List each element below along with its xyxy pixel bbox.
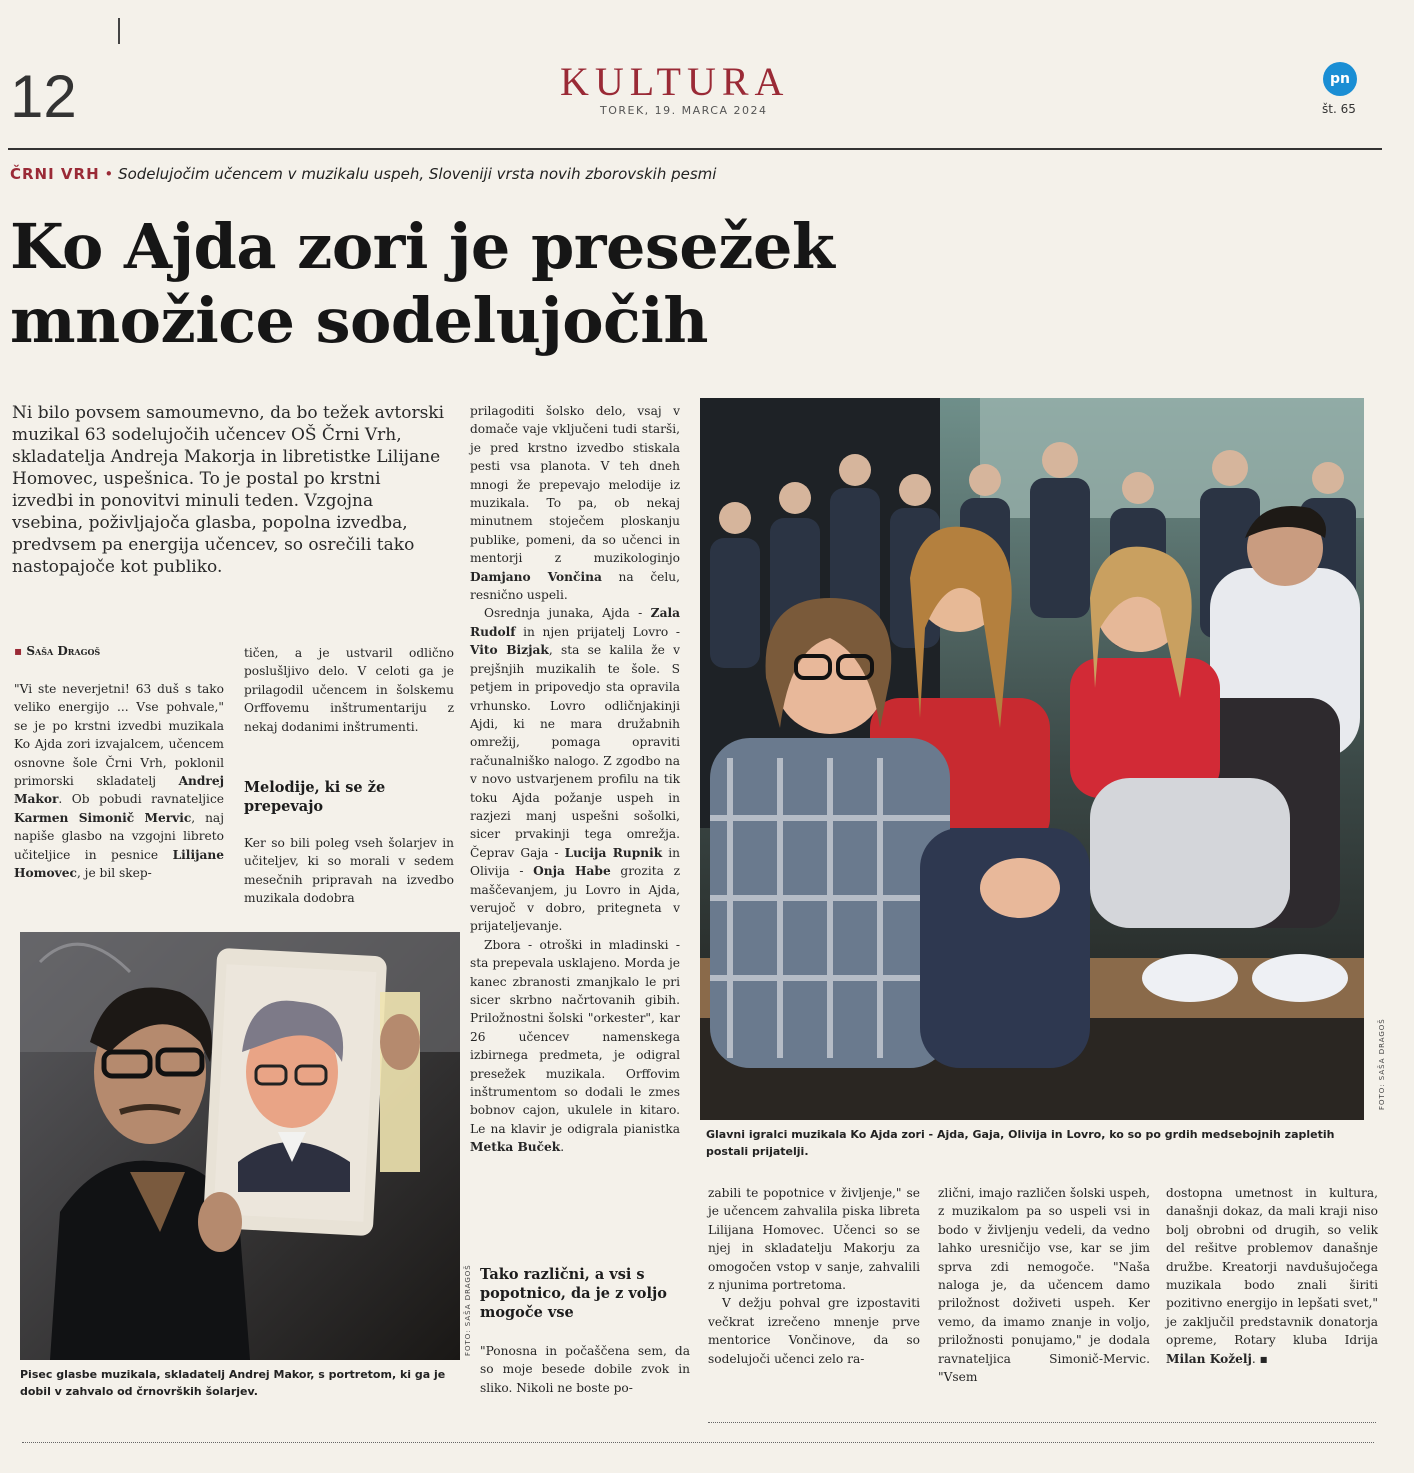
kicker xyxy=(10,165,716,183)
person-name: Lucija Rupnik xyxy=(564,845,663,860)
subheading-1: Melodije, ki se že prepevajo xyxy=(244,779,386,815)
issue-number: št. 65 xyxy=(1322,102,1356,116)
text-run: , je bil skep- xyxy=(76,866,152,881)
text-run: . Ob pobudi ravnateljice xyxy=(58,792,224,807)
kicker-bullet: • xyxy=(104,165,114,183)
text-run: in Olivija - xyxy=(470,845,680,879)
paragraph xyxy=(470,936,680,1157)
text-run: in njen prijatelj Lovro - xyxy=(515,624,680,639)
person-name: Lilijane Homovec xyxy=(14,847,224,881)
main-photo xyxy=(700,398,1364,1120)
text-run: , sta se kalila že v prejšnjih muzikalih te šole. S petjem in pripovedjo sta opravila vrhunsko. Lovro odličnjakinji Ajdi, ki ne mara družabnih omrežij, pomaga opraviti računalniško nalogo. Z zgodbo na v novo ustvarjenem profilu na tik toku Ajda požanje uspeh in razjezi manj uspešni sošolki, sicer prvakinji tega omrežja. Čeprav Gaja - xyxy=(470,643,680,860)
paragraph: zlični, imajo različen šolski uspeh, z muzikalom pa so uspeli vsi in bodo v življenju vedeli, da vedno lahko uresničijo vse, kar se jim sprva zdi nemogoče. "Naša naloga je, da učencem damo priložnost doživeti uspeh. Ker vemo, da imamo znanje in voljo, priložnosti ponujamo," je dodala ravnateljica Simonič-Mervic. "Vsem xyxy=(938,1186,1150,1385)
text-run: dostopna umetnost in kultura, današnji dokaz, da mali kraji niso bolj obrobni od drugih, so velik del rešitve problemov današnje družbe. Kreatorji navdušujočega muzikala bodo znali širiti pozitivno energijo in lepšati svet," je zaključil predstavnik donatorja opreme, Rotary kluba Idrija xyxy=(1166,1186,1378,1348)
text-run: . ▪ xyxy=(1251,1351,1268,1366)
body-column-4 xyxy=(708,1184,920,1368)
body-column-5 xyxy=(938,1184,1150,1386)
text-run: na čelu, resnično uspeli. xyxy=(470,569,680,603)
main-photo-credit: FOTO: SAŠA DRAGOŠ xyxy=(1378,1018,1386,1110)
person-name: Vito Bizjak xyxy=(470,643,549,658)
paragraph: V dežju pohval gre izpostaviti večkrat izrečeno mnenje prve mentorice Vončinove, da so sodelujoči učenci zelo ra- xyxy=(708,1296,920,1366)
person-name: Milan Koželj xyxy=(1166,1351,1252,1366)
paragraph: "Ponosna in počaščena sem, da so moje besede dobile zvok in sliko. Nikoli ne boste po- xyxy=(480,1344,690,1395)
body-column-2b xyxy=(244,834,454,908)
paragraph xyxy=(470,402,680,604)
kicker-text: Sodelujočim učencem v muzikalu uspeh, Sloveniji vrsta novih zborovskih pesmi xyxy=(118,165,717,183)
composer-photo-art xyxy=(20,932,460,1360)
body-column-2 xyxy=(244,644,454,736)
person-name: Damjano Vončina xyxy=(470,569,602,584)
body-column-3b xyxy=(480,1342,690,1397)
text-run: "Vi ste neverjetni! 63 duš s tako veliko energijo ... Vse pohvale," se je po krstni izvedbi muzikala Ko Ajda zori izvajalcem, učencem osnovne šole Črni Vrh, poklonil primorski skladatelj xyxy=(14,682,224,789)
person-name: Onja Habe xyxy=(533,864,611,879)
publication-logo: pn xyxy=(1323,62,1357,96)
masthead-rule xyxy=(8,148,1382,150)
article-headline: Ko Ajda zori je presežek množice sodelujočih xyxy=(10,210,835,357)
paragraph: zabili te popotnice v življenje," se je učencem zahvalila piska libreta Lilijana Homovec. Učenci so se njej in skladatelju Makorju za omogočen vstop v sanje, zahvalili z njunima portretoma. xyxy=(708,1186,920,1293)
article-lead: Ni bilo povsem samoumevno, da bo težek avtorski muzikal 63 sodelujočih učencev OŠ Črni Vrh, skladatelja Andreja Makorja in libretistke Lilijane Homovec, uspešnica. To je postal po krstni izvedbi in ponovitvi minuli teden. Vzgojna vsebina, poživljajoča glasba, popolna izvedba, predvsem pa energija učencev, so osrečili tako nastopajoče kot publiko. xyxy=(12,403,445,577)
small-photo-caption: Pisec glasbe muzikala, skladatelj Andrej Makor, s portretom, ki ga je dobil v zahvalo od črnovrških šolarjev. xyxy=(20,1368,446,1398)
text-run: , naj napiše glasbo na vzgojni libreto učiteljice in pesnice xyxy=(14,810,224,862)
paragraph xyxy=(470,604,680,935)
issue-date: TOREK, 19. MARCA 2024 xyxy=(600,104,768,117)
text-run: grozita z maščevanjem, ju Lovro in Ajda, verujoč v dobro, pritegneta v prijateljevanje. xyxy=(470,864,681,934)
body-column-3 xyxy=(470,402,680,1157)
top-mark xyxy=(118,18,120,44)
main-photo-caption: Glavni igralci muzikala Ko Ajda zori - Ajda, Gaja, Olivija in Lovro, ko so po grdih medsebojnih zapletih postali prijatelji. xyxy=(706,1128,1335,1158)
byline-bullet: ▪ xyxy=(14,644,23,658)
section-title: KULTURA xyxy=(560,59,790,104)
paragraph: tičen, a je ustvaril odlično poslušljivo delo. V celoti ga je prilagodil učencem in šolskemu Orffovemu inštrumentariju z nekaj dodanimi inštrumenti. xyxy=(244,646,454,734)
small-photo-credit: FOTO: SAŠA DRAGOŠ xyxy=(464,1264,472,1356)
text-run: Zbora - otroški in mladinski - sta prepevala usklajeno. Morda je kanec zbranosti zmanjkalo le pri sicer skrbno načrtovanih gibih. Priložnostni šolski "orkester", kar 26 učencev namenskega izbirnega predmeta, je odigral presežek muzikala. Orffovim inštrumentom so dodali le zmes bobnov cajon, ukulele in kitaro. Le na klavir je odigrala pianistka xyxy=(470,937,680,1136)
body-column-6 xyxy=(1166,1184,1378,1368)
column-rule xyxy=(708,1422,1376,1423)
person-name: Karmen Simonič Mervic xyxy=(14,810,192,825)
person-name: Zala Rudolf xyxy=(470,606,680,639)
byline-author: Saša Dragoš xyxy=(26,644,101,658)
kicker-location: ČRNI VRH xyxy=(10,165,100,183)
text-run: Osrednja junaka, Ajda - xyxy=(484,606,651,621)
main-photo-art xyxy=(700,398,1364,1120)
paragraph: Ker so bili poleg vseh šolarjev in učiteljev, ki so morali v sedem mesečnih pripravah na izvedbo muzikala dodobra xyxy=(244,836,454,906)
text-run: . xyxy=(560,1140,565,1155)
footer-dotted-rule xyxy=(22,1442,1374,1443)
body-column-1 xyxy=(14,680,224,882)
byline xyxy=(14,644,100,658)
subheading-2: Tako različni, a vsi s popotnico, da je z voljo mogoče vse xyxy=(480,1266,667,1321)
text-run: prilagoditi šolsko delo, vsaj v domače vaje vključeni tudi starši, je pred krstno izvedbo stiskala pesti vsa planota. V teh dneh mnogi že prepevajo melodije iz muzikala. To pa, ob nekaj minutnem stoječem ploskanju publike, pomeni, da so učenci in mentorji z muzikologinjo xyxy=(470,404,680,566)
composer-photo xyxy=(20,932,460,1360)
person-name: Andrej Makor xyxy=(14,774,224,807)
person-name: Metka Buček xyxy=(470,1140,561,1155)
page-number: 12 xyxy=(10,63,77,130)
